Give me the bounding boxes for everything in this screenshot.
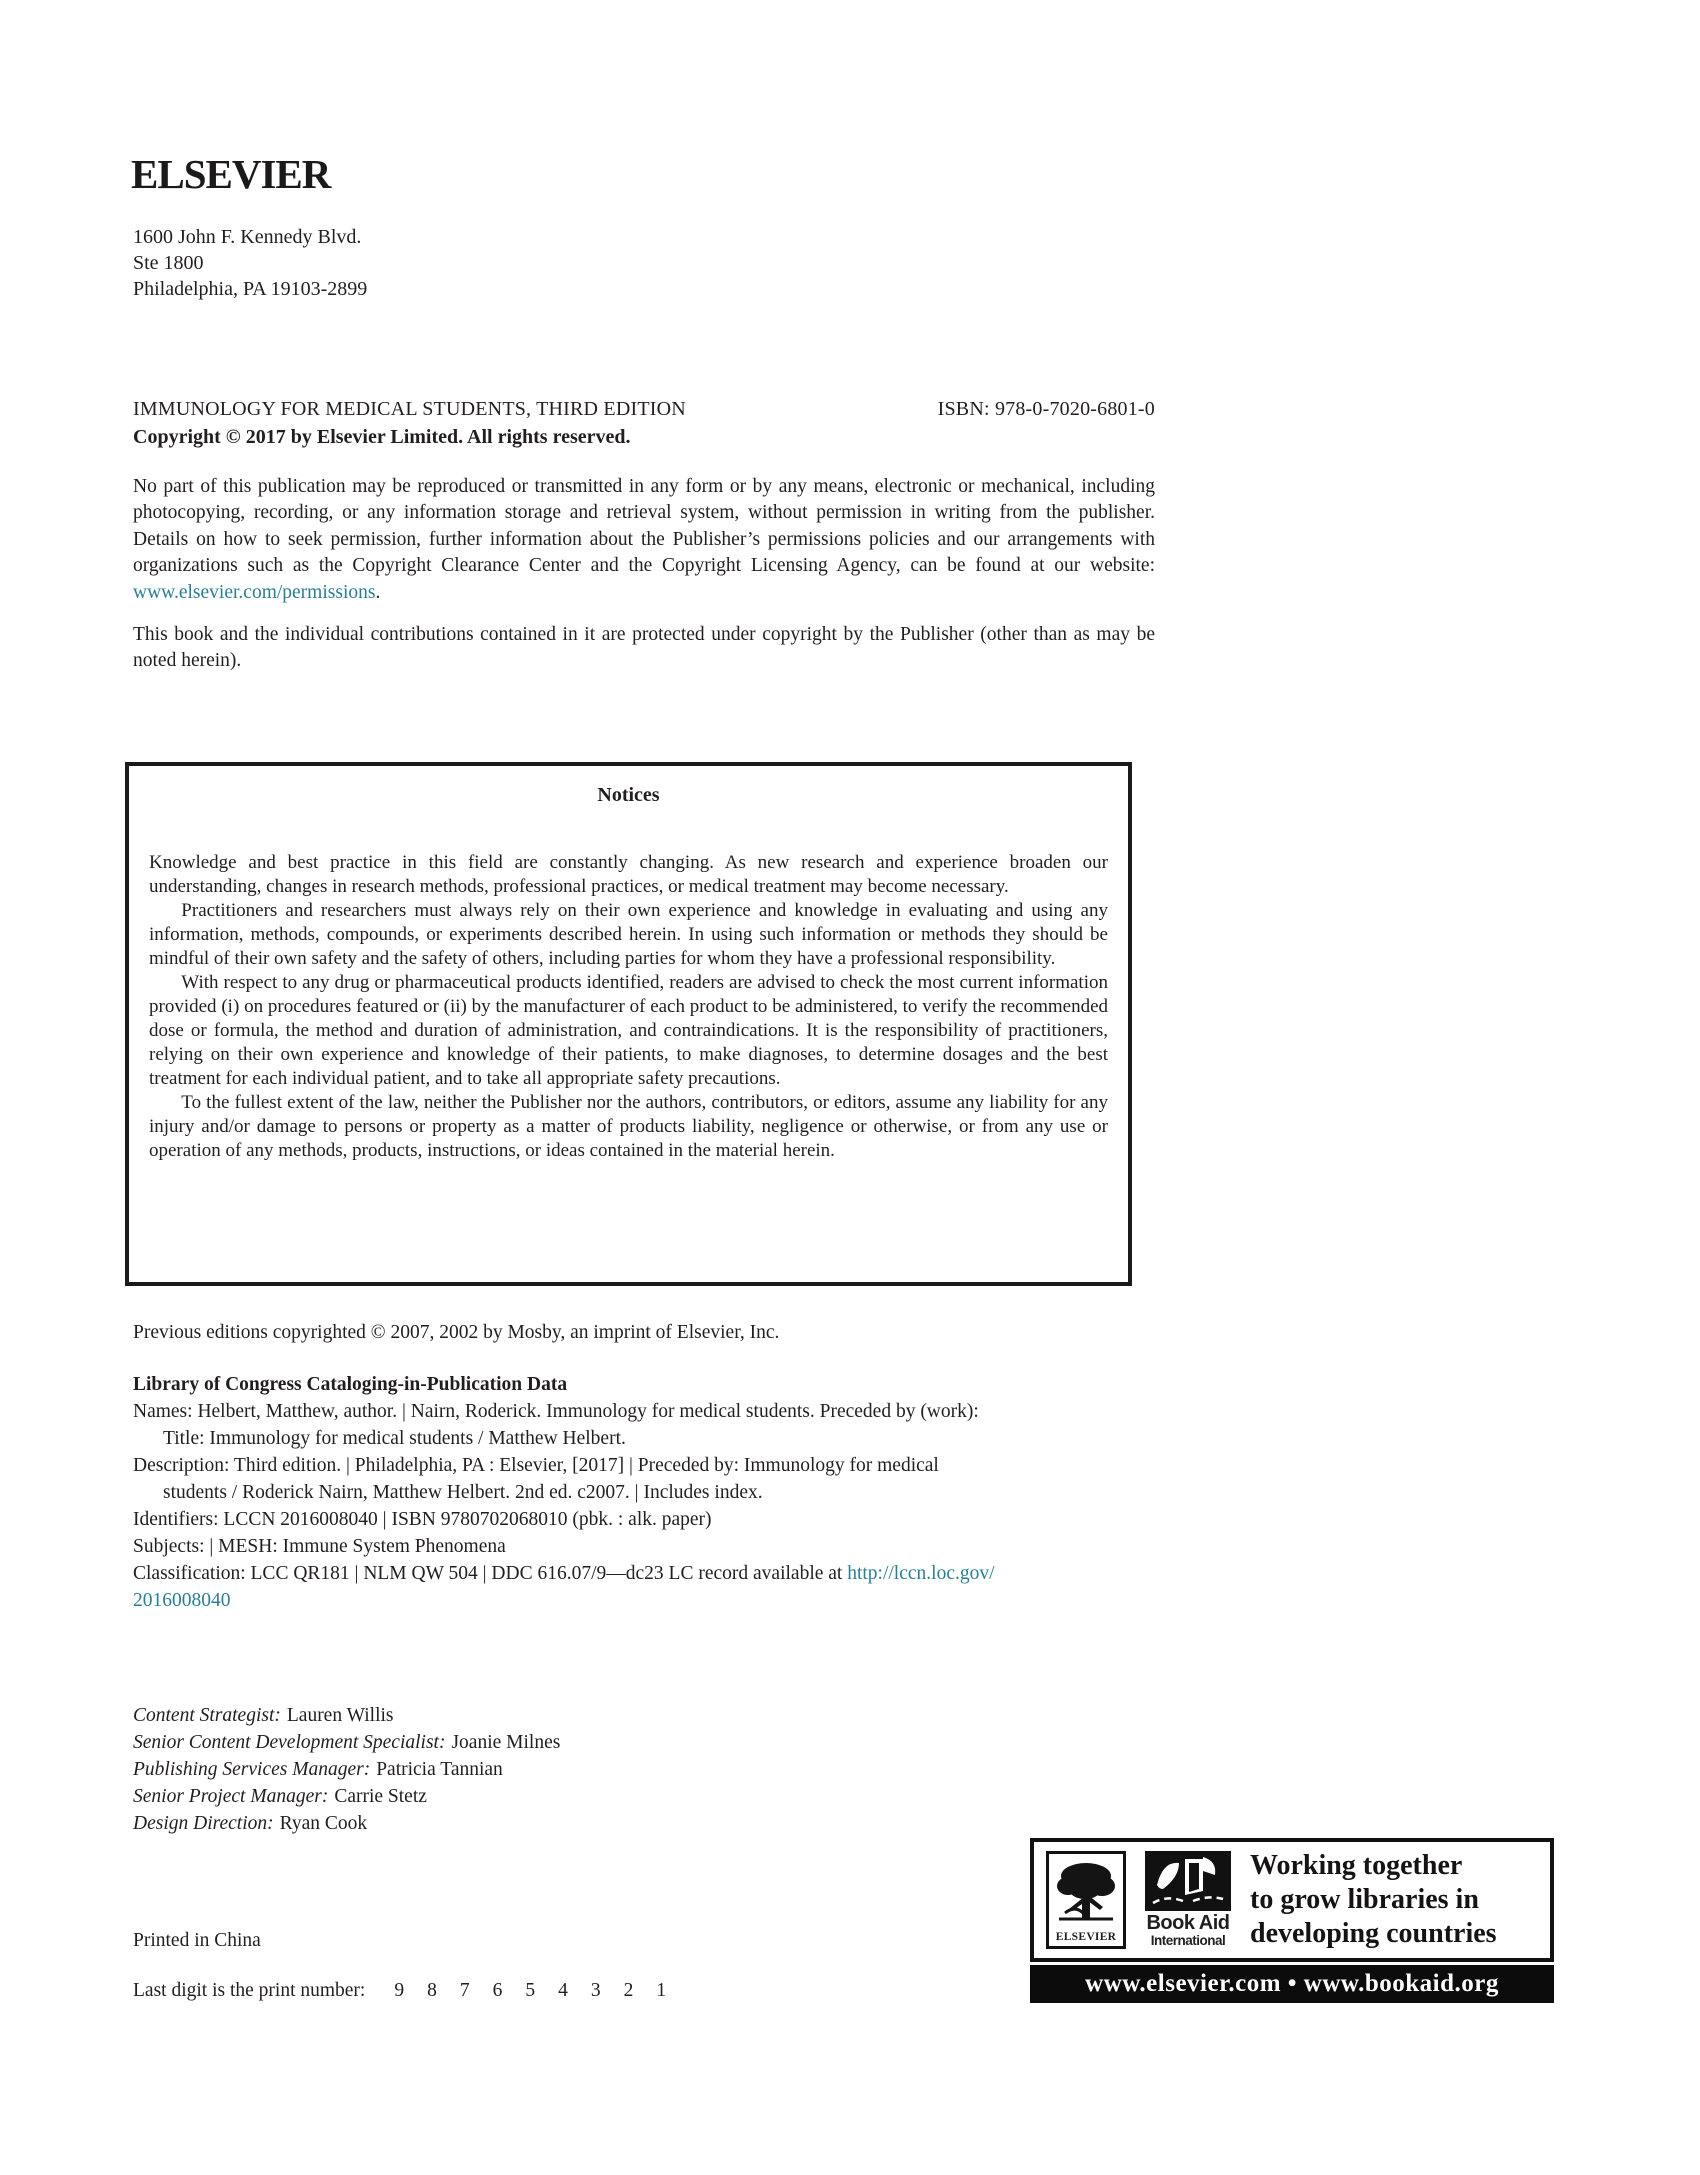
previous-editions: Previous editions copyrighted © 2007, 2002 by Mosby, an imprint of Elsevier, Inc.: [133, 1322, 780, 1343]
banner-message-line-1: Working together: [1250, 1850, 1463, 1881]
credit-row: [133, 1783, 560, 1810]
notice-paragraph-1: Knowledge and best practice in this field are constantly changing. As new research and experience broaden our understanding, changes in research methods, professional practices, or medical treatment may become necessary.: [149, 852, 1108, 897]
bookaid-banner-top: [1030, 1838, 1554, 1962]
notice-paragraph-2: Practitioners and researchers must always rely on their own experience and knowledge in evaluating and using any information, methods, compounds, or experiments described herein. In using such information or methods they should be mindful of their own safety and the safety of others, including parties for whom they have a professional responsibility.: [149, 900, 1108, 969]
notice-paragraph-4: To the fullest extent of the law, neither the Publisher nor the authors, contributors, or editors, assume any liability for any injury and/or damage to persons or property as a matter of products liability, negligence or otherwise, or from any use or operation of any methods, products, instructions, or ideas contained in the material herein.: [149, 1092, 1108, 1161]
elsevier-wordmark: ELSEVIER: [131, 151, 331, 197]
loc-line-lccn-continuation: [133, 1587, 1193, 1614]
loc-line-title: Title: Immunology for medical students / Matthew Helbert.: [163, 1428, 626, 1449]
print-digit: 1: [656, 1980, 667, 2001]
publisher-address: [133, 224, 367, 302]
print-digit: 5: [525, 1980, 536, 2001]
book-title: IMMUNOLOGY FOR MEDICAL STUDENTS, THIRD EDITION: [133, 398, 686, 420]
credit-row: [133, 1756, 560, 1783]
print-number-label: Last digit is the print number:: [133, 1980, 366, 2001]
credit-role: Publishing Services Manager:: [133, 1759, 371, 1780]
copyright-line: Copyright © 2017 by Elsevier Limited. All rights reserved.: [133, 426, 631, 448]
loc-line-description-2: students / Roderick Nairn, Matthew Helbert. 2nd ed. c2007. | Includes index.: [163, 1482, 763, 1503]
print-digit: 8: [427, 1980, 437, 2001]
print-digit: 9: [394, 1980, 405, 2001]
credit-row: [133, 1702, 560, 1729]
credit-name: Lauren Willis: [286, 1705, 394, 1726]
print-digit: 4: [558, 1980, 568, 2001]
elsevier-tree-logo: [1046, 1851, 1126, 1949]
elsevier-tree-icon: [1055, 1861, 1117, 1930]
bookaid-international: International: [1150, 1933, 1226, 1949]
credit-row: [133, 1729, 560, 1756]
credit-name: Ryan Cook: [279, 1813, 368, 1834]
address-line-3: Philadelphia, PA 19103-2899: [133, 278, 368, 300]
credit-role: Senior Project Manager:: [133, 1786, 329, 1807]
print-digit: 7: [459, 1980, 470, 2001]
loc-line-identifiers: Identifiers: LCCN 2016008040 | ISBN 9780702068010 (pbk. : alk. paper): [133, 1509, 712, 1530]
lccn-link[interactable]: http://lccn.loc.gov/: [847, 1563, 995, 1584]
notices-box: [125, 762, 1132, 1286]
print-number-line: [133, 1980, 666, 2002]
notice-paragraph-3: With respect to any drug or pharmaceutical products identified, readers are advised to check the most current information provided (i) on procedures featured or (ii) by the manufacturer of each product to be administered, to verify the recommended dose or formula, the method and duration of administration, and contraindications. It is the responsibility of practitioners, relying on their own experience and knowledge of their patients, to make diagnoses, to determine dosages and the best treatment for each individual patient, and to take all appropriate safety precautions.: [149, 972, 1108, 1089]
bookaid-logo: [1141, 1851, 1235, 1948]
bookaid-banner: [1030, 1838, 1554, 2003]
notices-title: Notices: [597, 784, 660, 806]
classification-text: Classification: LCC QR181 | NLM QW 504 | DDC 616.07/9—dc23 LC record available at: [133, 1563, 848, 1584]
permissions-link[interactable]: www.elsevier.com/permissions: [133, 581, 376, 603]
credit-role: Design Direction:: [133, 1813, 274, 1834]
banner-url-bar: www.elsevier.com • www.bookaid.org: [1030, 1965, 1554, 2003]
address-line-2: Ste 1800: [133, 252, 204, 274]
address-line-1: 1600 John F. Kennedy Blvd.: [133, 226, 362, 248]
staff-credits: [133, 1702, 560, 1837]
elsevier-logo-label: ELSEVIER: [1055, 1931, 1117, 1943]
credit-name: Joanie Milnes: [451, 1732, 561, 1753]
banner-message-line-3: developing countries: [1250, 1918, 1497, 1949]
banner-message: [1250, 1849, 1538, 1951]
loc-line-classification: [133, 1560, 1193, 1587]
printed-in: Printed in China: [133, 1930, 261, 1951]
protection-paragraph: This book and the individual contributions contained in it are protected under copyright by the Publisher (other than as may be noted herein).: [133, 624, 1155, 672]
loc-heading: Library of Congress Cataloging-in-Publication Data: [133, 1374, 568, 1395]
bookaid-name: Book Aid: [1146, 1912, 1230, 1935]
permissions-text: No part of this publication may be reproduced or transmitted in any form or by any means, electronic or mechanical, including photocopying, recording, or any information storage and retrieval system, without permission in writing from the publisher. Details on how to seek permission, further information about the Publisher’s permissions policies and our arrangements with organizations such as the Copyright Clearance Center and the Copyright Licensing Agency, can be found at our website:: [133, 476, 1155, 577]
credit-row: [133, 1810, 560, 1837]
lccn-link-2[interactable]: 2016008040: [133, 1590, 231, 1611]
print-digit: 2: [623, 1980, 634, 2001]
permissions-paragraph: [133, 474, 1155, 606]
credit-name: Patricia Tannian: [376, 1759, 503, 1780]
loc-line-names: Names: Helbert, Matthew, author. | Nairn, Roderick. Immunology for medical students. Preceded by (work):: [133, 1401, 979, 1422]
cataloging-block: [133, 1371, 1193, 1614]
loc-line-subjects: Subjects: | MESH: Immune System Phenomena: [133, 1536, 506, 1557]
permissions-text-end: .: [375, 581, 381, 603]
title-isbn-row: [133, 398, 1155, 421]
bookaid-book-icon: [1145, 1851, 1231, 1911]
credit-role: Content Strategist:: [133, 1705, 281, 1726]
print-digit: 6: [492, 1980, 503, 2001]
print-digit: 3: [590, 1980, 601, 2001]
loc-line-description: Description: Third edition. | Philadelphia, PA : Elsevier, [2017] | Preceded by: Immunology for medical: [133, 1455, 939, 1476]
credit-name: Carrie Stetz: [334, 1786, 427, 1807]
banner-message-line-2: to grow libraries in: [1250, 1884, 1479, 1915]
isbn: ISBN: 978-0-7020-6801-0: [937, 398, 1155, 420]
credit-role: Senior Content Development Specialist:: [133, 1732, 446, 1753]
